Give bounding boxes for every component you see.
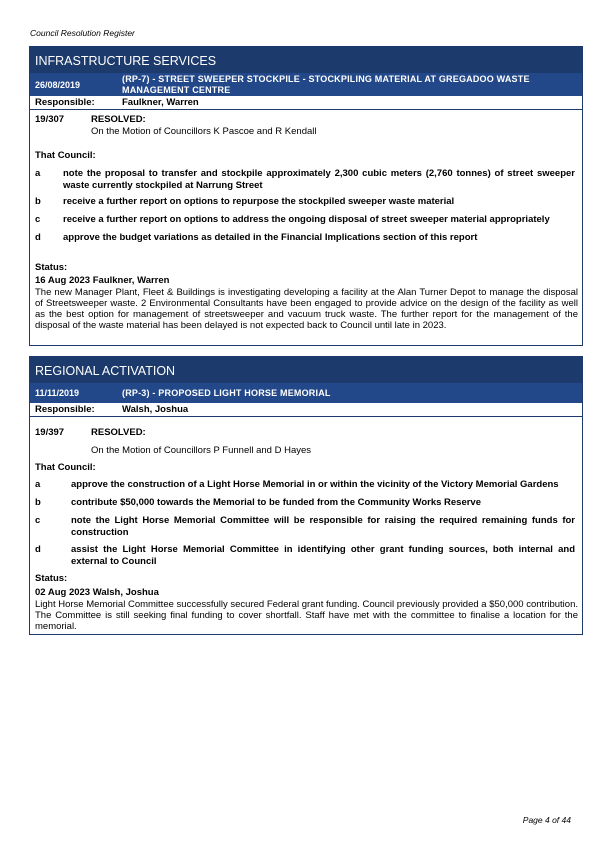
- list-text: receive a further report on options to repurpose the stockpiled sweeper waste material: [63, 196, 455, 207]
- status-text: Light Horse Memorial Committee successfully secured Federal grant funding. Council previously provided a $50,000 contribution. The Committee is still seeking final funding to cover shortfall. Staff have met with the committee to finalise a location for the memorial.: [35, 599, 578, 632]
- list-letter: c: [35, 214, 41, 225]
- responsible-name: Faulkner, Warren: [122, 97, 199, 108]
- list-letter: b: [35, 497, 41, 508]
- resolution-number: 19/307: [35, 114, 65, 125]
- section-title: INFRASTRUCTURE SERVICES: [30, 47, 582, 73]
- motion-text: On the Motion of Councillors K Pascoe and R Kendall: [91, 126, 317, 137]
- status-date: 02 Aug 2023 Walsh, Joshua: [35, 587, 159, 598]
- list-letter: d: [35, 544, 41, 555]
- list-letter: a: [35, 479, 41, 490]
- item-date: 11/11/2019: [35, 388, 80, 398]
- item-date: 26/08/2019: [35, 79, 81, 90]
- list-text: note the Light Horse Memorial Committee will be responsible for raising the required remaining funds for construction: [71, 515, 575, 538]
- list-item: [35, 544, 575, 568]
- status-label: Status:: [35, 573, 68, 584]
- motion-text: On the Motion of Councillors P Funnell and D Hayes: [91, 445, 312, 456]
- item-header: [30, 73, 582, 96]
- list-text: approve the construction of a Light Horse Memorial in or within the vicinity of the Victory Memorial Gardens: [71, 479, 559, 490]
- list-item: [35, 515, 575, 539]
- status-date: 16 Aug 2023 Faulkner, Warren: [35, 275, 170, 286]
- section-regional-activation: [29, 356, 583, 635]
- resolved-label: RESOLVED:: [91, 114, 146, 125]
- page-number: Page 4 of 44: [522, 815, 571, 825]
- status-label: Status:: [35, 262, 68, 273]
- status-text: The new Manager Plant, Fleet & Buildings is investigating developing a facility at the Alan Turner Depot to manage the disposal of Streetsweeper waste. 2 Environmental Consultants have been engaged to provide advice on the design of the facility as well as the best option for management of streetsweeper and vacuum truck waste. The further report for the management of the disposal of the waste material has been delayed is not expected back to Council until late in 2023.: [35, 287, 578, 331]
- item-header: [30, 383, 582, 403]
- section-title: REGIONAL ACTIVATION: [30, 357, 582, 383]
- resolved-label: RESOLVED:: [91, 427, 146, 438]
- item-title: (RP-7) - STREET SWEEPER STOCKPILE - STOCKPILING MATERIAL AT GREGADOO WASTE MANAGEMENT CENTRE: [122, 73, 530, 95]
- list-letter: a: [35, 168, 41, 179]
- responsible-row: [30, 403, 582, 417]
- list-letter: c: [35, 515, 41, 526]
- list-item: [35, 168, 575, 192]
- list-text: contribute $50,000 towards the Memorial to be funded from the Community Works Reserve: [71, 497, 481, 508]
- resolution-number: 19/397: [35, 427, 65, 438]
- that-council-label: That Council:: [35, 150, 96, 161]
- list-letter: b: [35, 196, 41, 207]
- list-letter: d: [35, 232, 41, 243]
- list-text: note the proposal to transfer and stockpile approximately 2,300 cubic meters (2,760 tonnes) of street sweeper waste currently stockpiled at Narrung Street: [63, 168, 575, 191]
- responsible-label: Responsible:: [35, 404, 95, 415]
- section-infrastructure-services: [29, 46, 583, 346]
- responsible-name: Walsh, Joshua: [122, 404, 189, 415]
- document-header: Council Resolution Register: [30, 28, 135, 38]
- responsible-row: [30, 96, 582, 110]
- list-text: receive a further report on options to address the ongoing disposal of street sweeper material appropriately: [63, 214, 550, 225]
- list-text: approve the budget variations as detailed in the Financial Implications section of this report: [63, 232, 478, 243]
- responsible-label: Responsible:: [35, 97, 95, 108]
- item-title: (RP-3) - PROPOSED LIGHT HORSE MEMORIAL: [122, 387, 331, 398]
- that-council-label: That Council:: [35, 462, 96, 473]
- list-text: assist the Light Horse Memorial Committee in identifying other grant funding sources, both internal and external to Council: [71, 544, 575, 567]
